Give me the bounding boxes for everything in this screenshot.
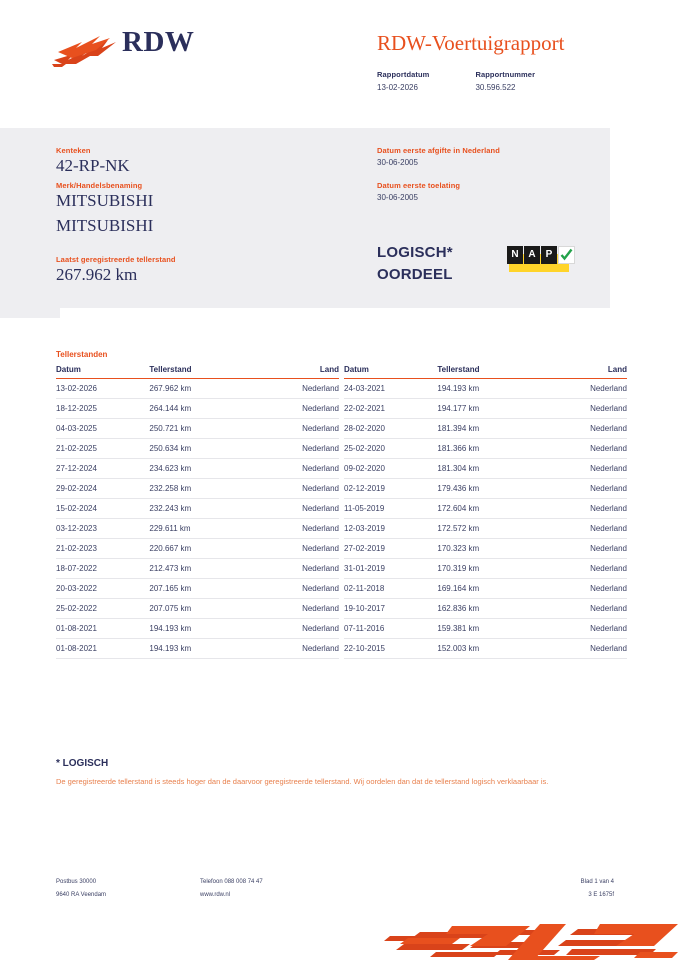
table-row: [344, 479, 627, 499]
col-header-datum: Datum: [344, 365, 437, 379]
odometer-tables: [0, 365, 678, 659]
nap-keurmerk-logo: [507, 246, 569, 272]
rdw-logo: [52, 28, 252, 74]
cell-tellerstand: 162.836 km: [437, 599, 542, 619]
cell-land: Nederland: [254, 479, 339, 499]
table-row: [344, 539, 627, 559]
cell-land: Nederland: [254, 579, 339, 599]
cell-datum: 02-12-2019: [344, 479, 437, 499]
cell-tellerstand: 181.304 km: [437, 459, 542, 479]
cell-land: Nederland: [542, 419, 627, 439]
table-header-row: [56, 365, 339, 379]
table-row: [56, 539, 339, 559]
cell-land: Nederland: [254, 439, 339, 459]
rdw-logo-text: RDW: [122, 26, 195, 58]
cell-tellerstand: 232.243 km: [149, 499, 254, 519]
cell-tellerstand: 207.075 km: [149, 599, 254, 619]
cell-land: Nederland: [254, 419, 339, 439]
cell-tellerstand: 194.193 km: [149, 639, 254, 659]
cell-land: Nederland: [254, 519, 339, 539]
odometer-rows-right: [344, 379, 627, 659]
vehicle-registration-block: [377, 146, 607, 283]
cell-datum: 22-10-2015: [344, 639, 437, 659]
table-row: [344, 619, 627, 639]
page-title: RDW-Voertuigrapport: [377, 31, 565, 55]
cell-land: Nederland: [542, 479, 627, 499]
table-row: [344, 599, 627, 619]
nap-letter-a: A: [524, 246, 540, 264]
cell-tellerstand: 169.164 km: [437, 579, 542, 599]
cell-datum: 01-08-2021: [56, 619, 149, 639]
cell-datum: 27-12-2024: [56, 459, 149, 479]
cell-datum: 18-12-2025: [56, 399, 149, 419]
table-row: [344, 579, 627, 599]
cell-land: Nederland: [542, 539, 627, 559]
table-row: [344, 399, 627, 419]
cell-datum: 25-02-2020: [344, 439, 437, 459]
cell-datum: 28-02-2020: [344, 419, 437, 439]
table-row: [56, 419, 339, 439]
cell-datum: 18-07-2022: [56, 559, 149, 579]
first-admission-value: 30-06-2005: [377, 193, 418, 202]
col-header-land: Land: [542, 365, 627, 379]
table-row: [344, 639, 627, 659]
cell-datum: 07-11-2016: [344, 619, 437, 639]
cell-datum: 12-03-2019: [344, 519, 437, 539]
cell-datum: 15-02-2024: [56, 499, 149, 519]
cell-land: Nederland: [542, 619, 627, 639]
first-admission-label: Datum eerste toelating: [377, 181, 461, 190]
cell-tellerstand: 229.611 km: [149, 519, 254, 539]
odometer-table-left: [56, 365, 339, 659]
cell-tellerstand: 194.193 km: [437, 379, 542, 399]
cell-tellerstand: 172.604 km: [437, 499, 542, 519]
rdw-swoosh-icon: [52, 34, 120, 68]
report-meta: [377, 70, 561, 92]
table-row: [344, 519, 627, 539]
make-value: MITSUBISHI: [56, 191, 154, 210]
cell-datum: 19-10-2017: [344, 599, 437, 619]
nap-letter-p: P: [541, 246, 557, 264]
cell-land: Nederland: [254, 559, 339, 579]
nap-check-icon: [558, 246, 575, 264]
vehicle-identity-block: [56, 146, 356, 290]
cell-tellerstand: 194.193 km: [149, 619, 254, 639]
cell-datum: 21-02-2025: [56, 439, 149, 459]
cell-datum: 24-03-2021: [344, 379, 437, 399]
cell-land: Nederland: [254, 539, 339, 559]
cell-land: Nederland: [542, 459, 627, 479]
make-label: Merk/Handelsbenaming: [56, 181, 143, 190]
cell-datum: 01-08-2021: [56, 639, 149, 659]
page-footer: [0, 876, 678, 916]
footer-page-info: [490, 876, 614, 902]
spacer: [56, 241, 356, 255]
bottom-speed-stripes-graphic: [0, 916, 678, 960]
report-date-block: [377, 70, 429, 92]
cell-tellerstand: 170.319 km: [437, 559, 542, 579]
cell-land: Nederland: [254, 379, 339, 399]
table-row: [56, 399, 339, 419]
cell-tellerstand: 181.366 km: [437, 439, 542, 459]
cell-land: Nederland: [254, 639, 339, 659]
footer-address: [56, 876, 106, 902]
cell-datum: 25-02-2022: [56, 599, 149, 619]
cell-tellerstand: 232.258 km: [149, 479, 254, 499]
cell-tellerstand: 194.177 km: [437, 399, 542, 419]
cell-datum: 29-02-2024: [56, 479, 149, 499]
table-row: [56, 639, 339, 659]
cell-land: Nederland: [542, 499, 627, 519]
cell-tellerstand: 250.634 km: [149, 439, 254, 459]
table-row: [56, 479, 339, 499]
cell-tellerstand: 207.165 km: [149, 579, 254, 599]
report-number-block: [475, 70, 535, 92]
cell-datum: 21-02-2023: [56, 539, 149, 559]
footer-address-line-1: Postbus 30000: [56, 879, 97, 885]
col-header-tellerstand: Tellerstand: [437, 365, 542, 379]
verdict-line-1: LOGISCH*: [377, 244, 453, 261]
license-label: Kenteken: [56, 146, 91, 155]
cell-land: Nederland: [542, 519, 627, 539]
table-row: [56, 459, 339, 479]
table-row: [344, 459, 627, 479]
cell-tellerstand: 212.473 km: [149, 559, 254, 579]
cell-datum: 02-11-2018: [344, 579, 437, 599]
col-header-datum: Datum: [56, 365, 149, 379]
footer-page-number: Blad 1 van 4: [580, 879, 614, 885]
cell-datum: 03-12-2023: [56, 519, 149, 539]
first-issue-label: Datum eerste afgifte in Nederland: [377, 146, 500, 155]
cell-tellerstand: 234.623 km: [149, 459, 254, 479]
cell-land: Nederland: [542, 639, 627, 659]
table-row: [56, 439, 339, 459]
cell-land: Nederland: [542, 559, 627, 579]
table-row: [344, 439, 627, 459]
cell-land: Nederland: [254, 599, 339, 619]
odometer-section-title: Tellerstanden: [56, 350, 108, 359]
cell-datum: 22-02-2021: [344, 399, 437, 419]
footnote-title: * LOGISCH: [56, 758, 109, 769]
odometer-table-right-wrap: [344, 365, 627, 659]
cell-datum: 09-02-2020: [344, 459, 437, 479]
table-row: [56, 519, 339, 539]
table-row: [56, 499, 339, 519]
cell-tellerstand: 220.667 km: [149, 539, 254, 559]
table-row: [344, 379, 627, 399]
panel-notch: [0, 308, 60, 318]
table-row: [344, 419, 627, 439]
cell-land: Nederland: [254, 459, 339, 479]
cell-tellerstand: 250.721 km: [149, 419, 254, 439]
footnote-text: De geregistreerde tellerstand is steeds hoger dan de daarvoor geregistreerde tellerstand. Wij oordelen dan dat de tellerstand logisch verklaarbaar is.: [56, 777, 549, 786]
cell-tellerstand: 170.323 km: [437, 539, 542, 559]
vehicle-summary-panel: [0, 128, 610, 308]
cell-datum: 20-03-2022: [56, 579, 149, 599]
report-date-label: Rapportdatum: [377, 70, 430, 79]
cell-land: Nederland: [542, 379, 627, 399]
odometer-rows-left: [56, 379, 339, 659]
table-row: [56, 559, 339, 579]
first-issue-value: 30-06-2005: [377, 158, 418, 167]
footer-contact: [200, 876, 263, 902]
cell-land: Nederland: [542, 399, 627, 419]
odometer-table-left-wrap: [56, 365, 339, 659]
model-value: MITSUBISHI: [56, 216, 154, 235]
cell-land: Nederland: [542, 439, 627, 459]
cell-datum: 11-05-2019: [344, 499, 437, 519]
cell-datum: 31-01-2019: [344, 559, 437, 579]
table-row: [56, 619, 339, 639]
report-number-label: Rapportnummer: [475, 70, 536, 79]
verdict-line-2: OORDEEL: [377, 266, 453, 283]
table-row: [56, 599, 339, 619]
cell-tellerstand: 179.436 km: [437, 479, 542, 499]
cell-land: Nederland: [542, 599, 627, 619]
col-header-land: Land: [254, 365, 339, 379]
cell-tellerstand: 172.572 km: [437, 519, 542, 539]
odometer-table-right: [344, 365, 627, 659]
last-odometer-label: Laatst geregistreerde tellerstand: [56, 255, 176, 264]
cell-land: Nederland: [254, 619, 339, 639]
license-value: 42-RP-NK: [56, 156, 130, 175]
footnote-block: [56, 758, 596, 789]
cell-tellerstand: 152.003 km: [437, 639, 542, 659]
cell-tellerstand: 264.144 km: [149, 399, 254, 419]
footer-form-code: 3 E 1675f: [588, 892, 614, 898]
footer-phone: Telefoon 088 008 74 47: [200, 879, 263, 885]
cell-datum: 27-02-2019: [344, 539, 437, 559]
page-header: [0, 0, 678, 120]
cell-tellerstand: 181.394 km: [437, 419, 542, 439]
report-number-value: 30.596.522: [475, 83, 516, 92]
cell-land: Nederland: [542, 579, 627, 599]
nap-letter-n: N: [507, 246, 523, 264]
report-date-value: 13-02-2026: [377, 83, 418, 92]
table-header-row: [344, 365, 627, 379]
last-odometer-value: 267.962 km: [56, 265, 138, 284]
cell-tellerstand: 159.381 km: [437, 619, 542, 639]
cell-land: Nederland: [254, 399, 339, 419]
verdict-block: [377, 242, 453, 286]
table-row: [344, 559, 627, 579]
table-row: [344, 499, 627, 519]
cell-datum: 13-02-2026: [56, 379, 149, 399]
footer-address-line-2: 9640 RA Veendam: [56, 892, 107, 898]
table-row: [56, 379, 339, 399]
cell-land: Nederland: [254, 499, 339, 519]
col-header-tellerstand: Tellerstand: [149, 365, 254, 379]
footer-website[interactable]: www.rdw.nl: [200, 892, 231, 898]
table-row: [56, 579, 339, 599]
cell-datum: 04-03-2025: [56, 419, 149, 439]
cell-tellerstand: 267.962 km: [149, 379, 254, 399]
